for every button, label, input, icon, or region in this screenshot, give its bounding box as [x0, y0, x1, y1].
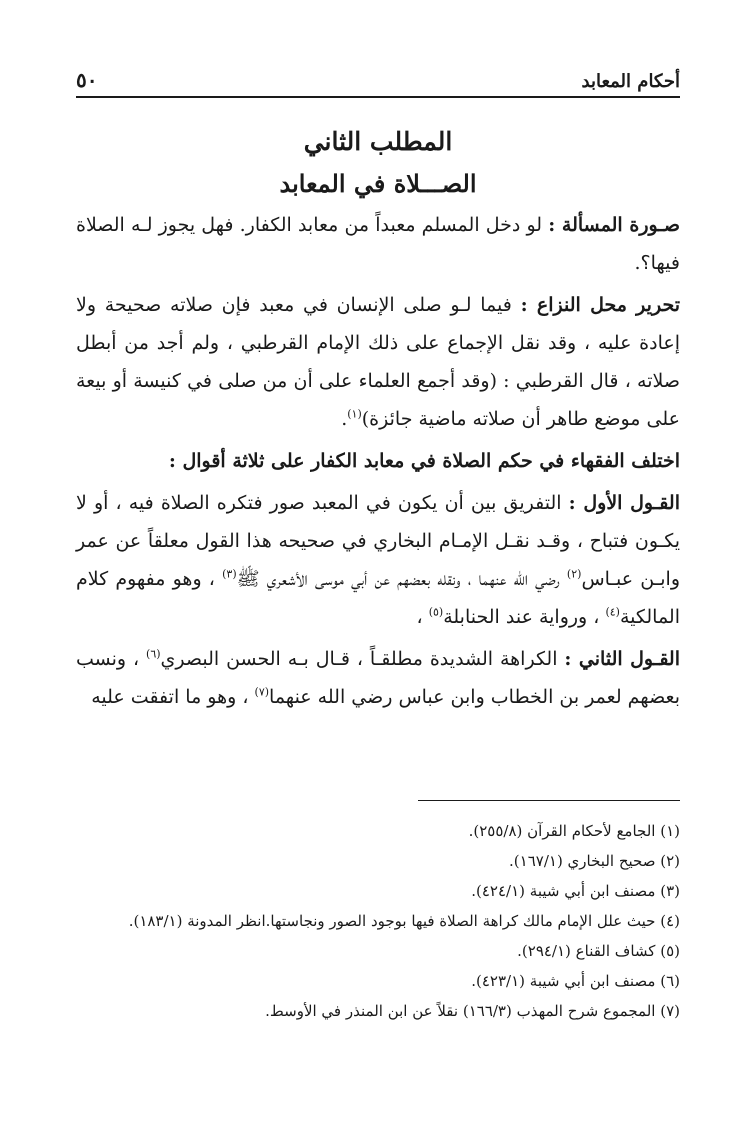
case-lead: صـورة المسألة :: [548, 214, 681, 236]
paragraph-second-opinion: [76, 640, 680, 716]
second-opinion-lead: القـول الثاني :: [564, 648, 680, 670]
first-opinion-lead: القـول الأول :: [568, 492, 680, 514]
footnote-ref: (١): [347, 407, 362, 421]
second-opinion-text: ، وهو ما اتفقت عليه: [91, 686, 255, 708]
footnote: (٥) كشاف القناع (٢٩٤/١).: [517, 942, 680, 960]
footnote-ref: (٥): [428, 605, 444, 619]
paragraph-case: [76, 206, 680, 282]
footnote-ref: (٧): [254, 685, 270, 699]
footnote-divider: [418, 800, 680, 801]
second-opinion-text: ، ونسب بعضهم لعمر بن الخطاب وابن عباس رضي الله عنهما: [76, 648, 680, 708]
dispute-text: فيما لـو صلى الإنسان في معبد فإن صلاته صحيحة ولا إعادة عليه ، وقد نقل الإجماع على ذلك الإمام القرطبي ، ولم أجد من أبطل صلاته ، قال القرطبي : (وقد أجمع العلماء على أن من صلى في كنيسة أو بيعة على موضع طاهر أن صلاته ماضية جائزة): [76, 294, 680, 430]
footnote: (١) الجامع لأحكام القرآن (٢٥٥/٨).: [468, 822, 680, 840]
footnote-ref: (٣): [222, 567, 237, 581]
honorific-glyph: ﷺ: [236, 568, 260, 590]
opinions-intro: اختلف الفقهاء في حكم الصلاة في معابد الكفار على ثلاثة أقوال :: [168, 450, 680, 472]
footnote-ref: (٦): [146, 647, 161, 661]
dispute-lead: تحرير محل النزاع :: [520, 294, 680, 316]
first-opinion-text: ، وهو مفهوم كلام المالكية: [76, 568, 680, 628]
page-number: ٥٠: [76, 68, 98, 92]
footnotes: [60, 816, 680, 1026]
running-header: [76, 56, 680, 98]
section-heading: المطلب الثاني: [303, 127, 453, 156]
footnote: (٣) مصنف ابن أبي شيبة (٤٢٤/١).: [471, 882, 680, 900]
section-subheading: الصـــلاة في المعابد: [279, 169, 477, 198]
main-text: [76, 120, 680, 716]
footnote: (٦) مصنف ابن أبي شيبة (٤٢٣/١).: [471, 972, 680, 990]
paragraph-first-opinion: [76, 484, 680, 636]
footnote: (٧) المجموع شرح المهذب (١٦٦/٣) نقلاً عن ابن المنذر في الأوسط.: [265, 1002, 680, 1020]
footnote: (٢) صحيح البخاري (١٦٧/١).: [509, 852, 680, 870]
first-opinion-text: ، ورواية عند الحنابلة: [443, 606, 606, 628]
footnote-ref: (٢): [566, 567, 582, 581]
footnote-ref: (٤): [605, 605, 620, 619]
case-text: لو دخل المسلم معبداً من معابد الكفار. فهل يجوز لـه الصلاة فيها؟.: [76, 214, 680, 274]
first-opinion-text: رضي الله عنهما ، ونقله بعضهم عن أبي موسى الأشعري: [259, 568, 567, 590]
dispute-tail: .: [341, 408, 348, 430]
footnote: (٤) حيث علل الإمام مالك كراهة الصلاة فيها بوجود الصور ونجاستها.انظر المدونة (١٨٣/١).: [128, 912, 680, 930]
paragraph-dispute: [76, 286, 680, 438]
second-opinion-text: الكراهة الشديدة مطلقـاً ، قـال بـه الحسن البصري: [160, 648, 565, 670]
running-title: أحكام المعابد: [581, 71, 680, 92]
first-opinion-text: التفريق بين أن يكون في المعبد صور فتكره الصلاة فيه ، أو لا يكـون فتباح ، وقـد نقـل الإمـام البخاري في صحيحه هذا القول معلقاً عن عمر وابـن عبـاس: [76, 492, 681, 590]
first-opinion-tail: ،: [416, 606, 429, 628]
